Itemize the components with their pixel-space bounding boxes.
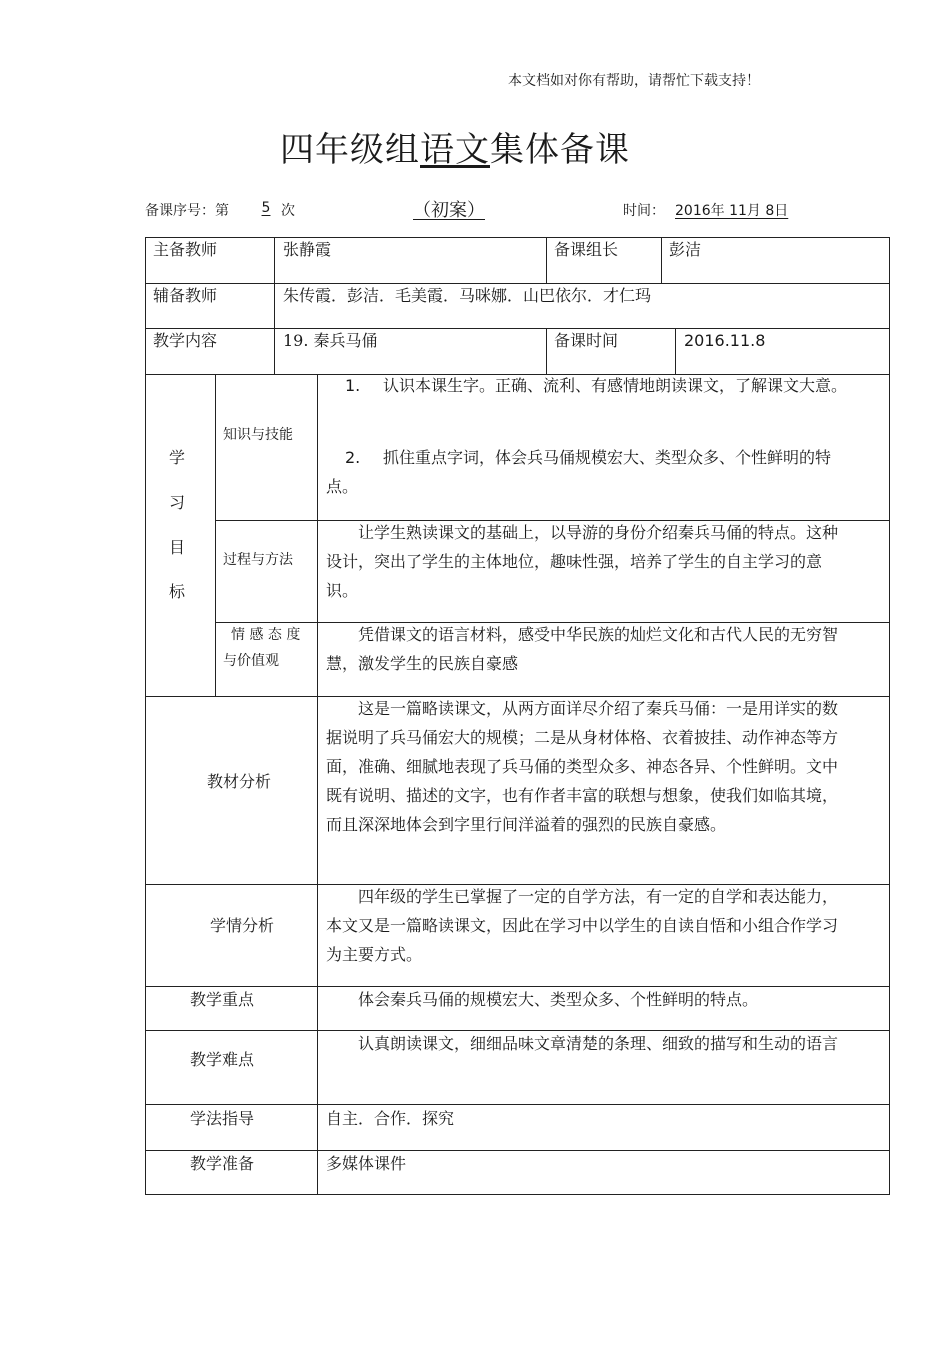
objectives-char-1: 学 [169, 448, 186, 467]
time-label: 时间： [623, 203, 665, 219]
emotion-text: 凭借课文的语言材料，感受中华民族的灿烂文化和古代人民的无穷智慧，激发学生的民族自豪感 [326, 625, 839, 673]
prep-text: 多媒体课件 [326, 1154, 407, 1173]
assist-teachers: 朱传霞．彭洁．毛美霞．马咪娜．山巴依尔．才仁玛 [283, 286, 652, 305]
page-title [280, 122, 630, 171]
student-label: 学情分析 [210, 916, 275, 935]
content-label: 教学内容 [153, 331, 218, 350]
objectives-char-3: 目 [169, 538, 186, 557]
lead-teacher: 张静霞 [283, 240, 332, 259]
prep-label: 教学准备 [190, 1154, 255, 1173]
assist-label: 辅备教师 [153, 286, 218, 305]
seq-unit: 次 [281, 203, 295, 219]
meta-line [145, 196, 890, 222]
prep-time-label: 备课时间 [554, 331, 619, 350]
emotion-label-line2: 与价值观 [223, 653, 279, 669]
student-text: 四年级的学生已掌握了一定的自学方法，有一定的自学和表达能力，本文又是一篇略读课文，因此在学习中以学生的自读自悟和小组合作学习为主要方式。 [326, 887, 839, 964]
content: 19. 秦兵马俑 [283, 331, 378, 350]
group-leader: 彭洁 [669, 240, 702, 259]
lead-teacher-label: 主备教师 [153, 240, 218, 259]
key-text: 体会秦兵马俑的规模宏大、类型众多、个性鲜明的特点。 [358, 990, 759, 1009]
key-label: 教学重点 [190, 990, 255, 1009]
material-label: 教材分析 [207, 772, 272, 791]
method-label: 学法指导 [190, 1109, 255, 1128]
process-text: 让学生熟读课文的基础上，以导游的身份介绍秦兵马俑的特点。这种设计，突出了学生的主体地位，趣味性强，培养了学生的自主学习的意识。 [326, 523, 839, 600]
time-value: 2016年 11月 8日 [675, 203, 789, 219]
knowledge-1: 认识本课生字。正确、流利、有感情地朗读课文，了解课文大意。 [383, 376, 848, 395]
objectives-char-4: 标 [169, 582, 186, 601]
objectives-char-2: 习 [169, 493, 186, 512]
title-part2: 语文 [420, 130, 490, 170]
seq-value: 5 [261, 200, 271, 216]
emotion-label-line1: 情 感 态 度 [231, 627, 301, 643]
method-text: 自主．合作．探究 [326, 1109, 455, 1128]
knowledge-label: 知识与技能 [223, 427, 293, 443]
seq-label: 备课序号：第 [145, 203, 229, 219]
title-part1: 四年级组 [280, 130, 420, 170]
knowledge-1-num: 1. [345, 376, 361, 395]
process-label: 过程与方法 [223, 552, 293, 568]
title-part3: 集体备课 [490, 130, 630, 170]
group-leader-label: 备课组长 [554, 240, 619, 259]
knowledge-2-num: 2. [345, 448, 361, 467]
header-note: 本文档如对你有帮助，请帮忙下载支持！ [508, 73, 760, 89]
difficulty-text: 认真朗读课文，细细品味文章清楚的条理、细致的描写和生动的语言 [358, 1034, 839, 1053]
prep-time: 2016.11.8 [684, 331, 766, 350]
knowledge-2: 抓住重点字词，体会兵马俑规模宏大、类型众多、个性鲜明的特点。 [326, 448, 832, 496]
material-text: 这是一篇略读课文，从两方面详尽介绍了秦兵马俑：一是用详实的数据说明了兵马俑宏大的规模；二是从身材体格、衣着披挂、动作神态等方面，准确、细腻地表现了兵马俑的类型众多、神态各异、个性鲜明。文中既有说明、描述的文字，也有作者丰富的联想与想象，使我们如临其境，而且深深地体会到字里行间洋溢着的强烈的民族自豪感。 [326, 699, 839, 834]
difficulty-label: 教学难点 [190, 1050, 255, 1069]
draft-label: （初案） [413, 200, 485, 221]
